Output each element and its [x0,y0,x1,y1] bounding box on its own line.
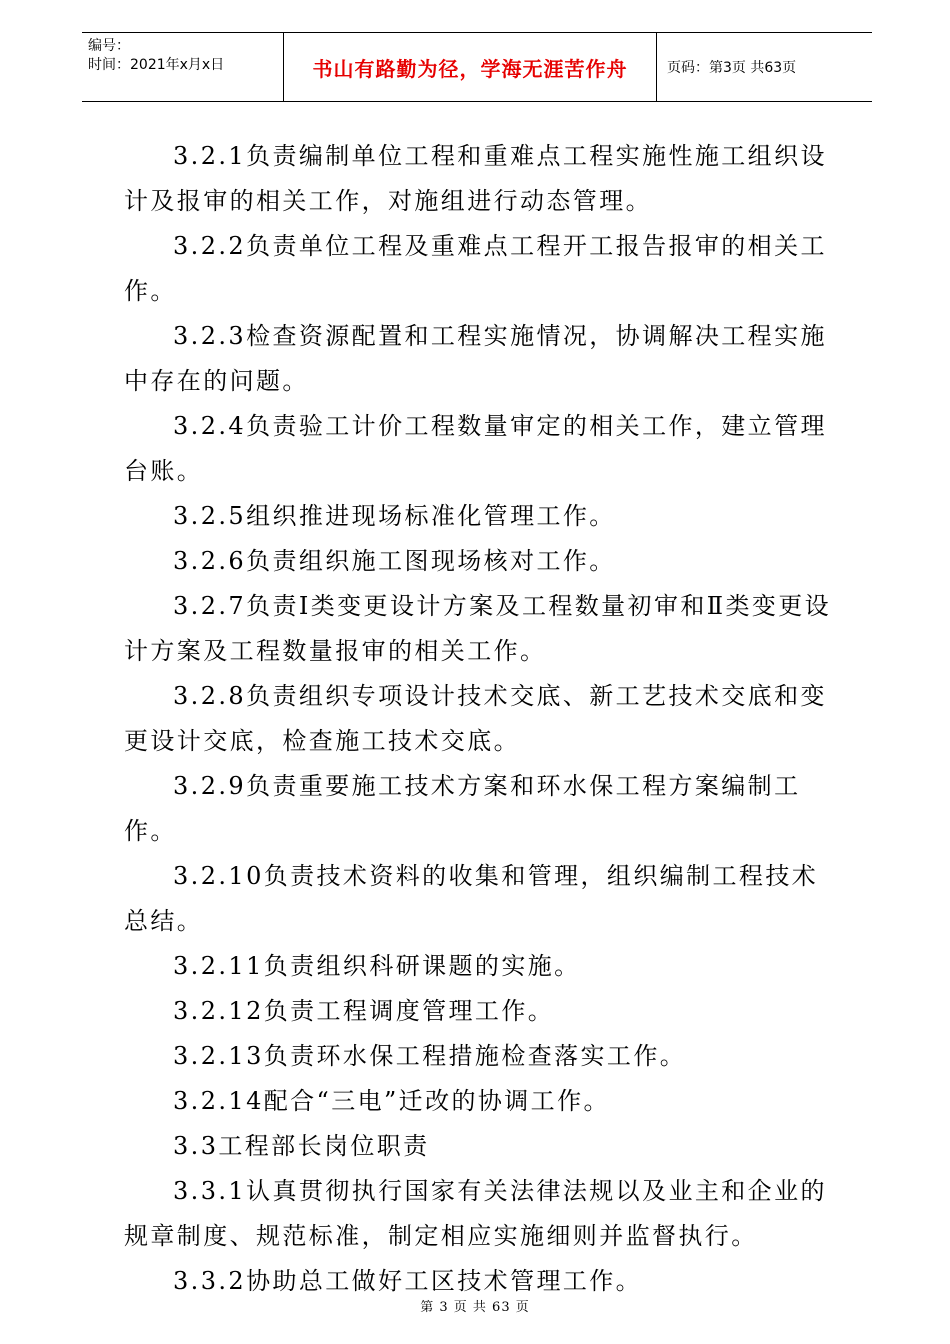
paragraph: 3.2.3检查资源配置和工程实施情况，协调解决工程实施中存在的问题。 [124,322,827,395]
header-page-info: 页码：第3页 共63页 [667,60,797,76]
paragraph: 3.2.4负责验工计价工程数量审定的相关工作，建立管理台账。 [124,412,827,485]
page-footer: 第 3 页 共 63 页 [420,1300,530,1315]
header-meta [82,33,284,101]
paragraph: 3.3.1认真贯彻执行国家有关法律法规以及业主和企业的规章制度、规范标准，制定相应实施细则并监督执行。 [124,1177,827,1250]
document-time: 时间：2021年x月x日 [88,57,225,73]
paragraph: 3.2.9负责重要施工技术方案和环水保工程方案编制工作。 [124,772,801,845]
paragraph: 3.2.13负责环水保工程措施检查落实工作。 [173,1042,687,1070]
paragraph: 3.2.8负责组织专项设计技术交底、新工艺技术交底和变更设计交底，检查施工技术交底。 [124,682,827,755]
paragraph: 3.2.6负责组织施工图现场核对工作。 [173,547,616,575]
paragraph: 3.2.7负责Ⅰ类变更设计方案及工程数量初审和Ⅱ类变更设计方案及工程数量报审的相关工作。 [124,592,832,665]
paragraph: 3.2.5组织推进现场标准化管理工作。 [173,502,616,530]
paragraph: 3.2.11负责组织科研课题的实施。 [173,952,581,980]
paragraph: 3.2.14配合“三电”迁改的协调工作。 [173,1087,610,1115]
document-number-label: 编号： [88,38,130,54]
paragraph: 3.2.12负责工程调度管理工作。 [173,997,555,1025]
section-heading: 3.3工程部长岗位职责 [173,1132,430,1160]
paragraph: 3.2.1负责编制单位工程和重难点工程实施性施工组织设计及报审的相关工作，对施组进行动态管理。 [124,142,827,215]
paragraph: 3.2.10负责技术资料的收集和管理，组织编制工程技术总结。 [124,862,819,935]
document-body [124,134,836,1304]
paragraph: 3.2.2负责单位工程及重难点工程开工报告报审的相关工作。 [124,232,827,305]
page-header [82,32,872,102]
paragraph: 3.3.2协助总工做好工区技术管理工作。 [173,1267,643,1295]
header-motto: 书山有路勤为径，学海无涯苦作舟 [284,33,657,101]
